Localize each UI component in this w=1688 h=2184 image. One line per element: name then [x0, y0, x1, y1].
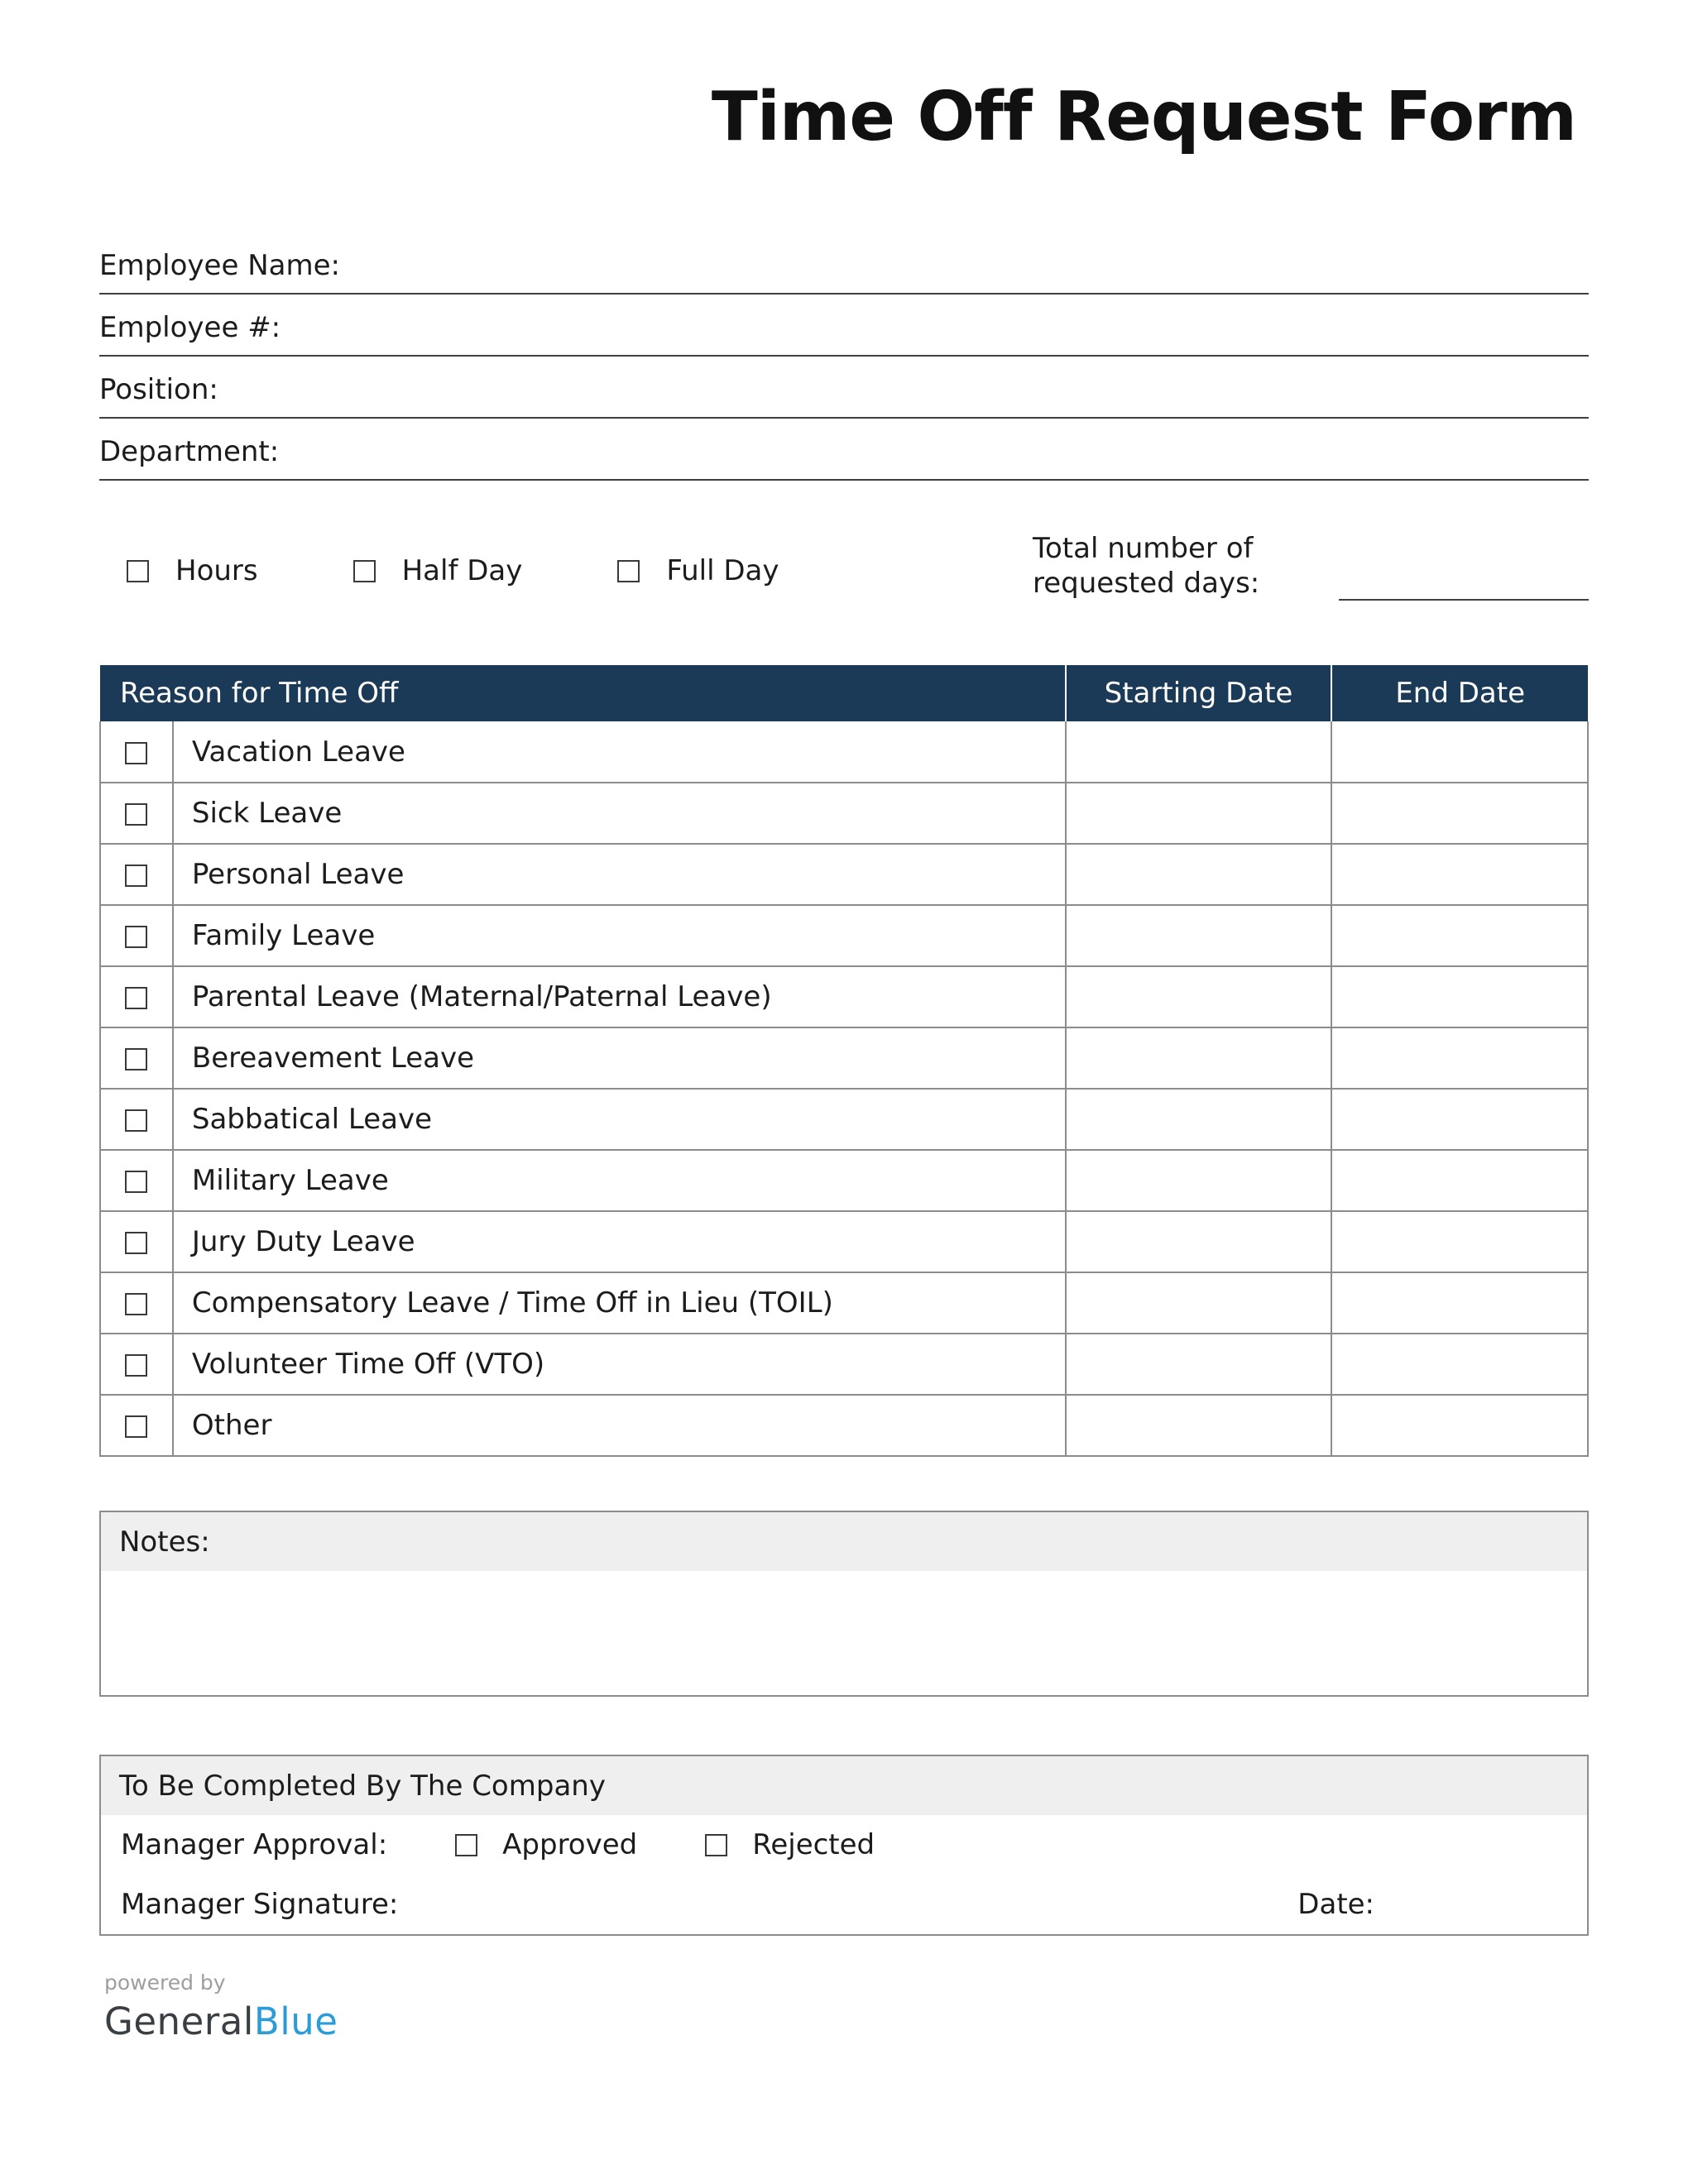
- approved-label: Approved: [502, 1828, 638, 1862]
- table-row-personal-leave: [100, 844, 1588, 905]
- notes-input-area[interactable]: [101, 1571, 1587, 1695]
- starting-date-cell[interactable]: [1066, 1150, 1332, 1211]
- rejected-checkbox[interactable]: [705, 1834, 727, 1856]
- table-row-parental-leave: [100, 966, 1588, 1027]
- header-reason: Reason for Time Off: [100, 665, 1066, 721]
- end-date-cell[interactable]: [1331, 1211, 1588, 1272]
- department-label: Department:: [99, 435, 280, 469]
- reason-label: Military Leave: [173, 1150, 1066, 1211]
- vacation-leave-checkbox[interactable]: [125, 742, 147, 764]
- table-row-volunteer-time-off: [100, 1334, 1588, 1395]
- starting-date-cell[interactable]: [1066, 1027, 1332, 1089]
- manager-approval-row: [101, 1815, 1587, 1875]
- parental-leave-checkbox[interactable]: [125, 987, 147, 1009]
- reason-label: Volunteer Time Off (VTO): [173, 1334, 1066, 1395]
- employee-name-label: Employee Name:: [99, 249, 340, 283]
- starting-date-cell[interactable]: [1066, 1334, 1332, 1395]
- duration-section: [99, 532, 1589, 601]
- total-days-group: [1033, 532, 1589, 601]
- brand-general-text: General: [104, 2000, 254, 2044]
- starting-date-cell[interactable]: [1066, 1395, 1332, 1456]
- hours-checkbox[interactable]: [127, 560, 149, 582]
- reason-label: Bereavement Leave: [173, 1027, 1066, 1089]
- company-section-header: [101, 1756, 1587, 1815]
- table-row-sick-leave: [100, 783, 1588, 844]
- table-row-other: [100, 1395, 1588, 1456]
- manager-signature-row: [101, 1875, 1587, 1934]
- footer: [99, 1971, 1589, 2043]
- company-section-title: To Be Completed By The Company: [119, 1769, 606, 1803]
- reason-label: Other: [173, 1395, 1066, 1456]
- date-label: Date:: [1297, 1888, 1375, 1922]
- table-header-row: [100, 665, 1588, 721]
- sick-leave-checkbox[interactable]: [125, 803, 147, 826]
- option-hours: [127, 554, 258, 587]
- total-days-label: Total number of requested days:: [1033, 532, 1260, 600]
- position-input-line[interactable]: [218, 357, 1589, 406]
- field-department: [99, 419, 1589, 481]
- end-date-cell[interactable]: [1331, 721, 1588, 783]
- end-date-cell[interactable]: [1331, 783, 1588, 844]
- other-checkbox[interactable]: [125, 1415, 147, 1438]
- jury-duty-leave-checkbox[interactable]: [125, 1232, 147, 1254]
- date-input-area[interactable]: [1374, 1875, 1587, 1934]
- option-half-day: [353, 554, 523, 587]
- end-date-cell[interactable]: [1331, 1089, 1588, 1150]
- end-date-cell[interactable]: [1331, 1150, 1588, 1211]
- end-date-cell[interactable]: [1331, 1272, 1588, 1334]
- reason-label: Sabbatical Leave: [173, 1089, 1066, 1150]
- end-date-cell[interactable]: [1331, 966, 1588, 1027]
- notes-header: [101, 1512, 1587, 1571]
- reason-label: Personal Leave: [173, 844, 1066, 905]
- table-row-vacation-leave: [100, 721, 1588, 783]
- general-blue-logo: [104, 2000, 1589, 2043]
- reason-label: Family Leave: [173, 905, 1066, 966]
- starting-date-cell[interactable]: [1066, 966, 1332, 1027]
- table-row-military-leave: [100, 1150, 1588, 1211]
- end-date-cell[interactable]: [1331, 905, 1588, 966]
- header-starting-date: Starting Date: [1066, 665, 1332, 721]
- department-input-line[interactable]: [279, 419, 1589, 468]
- military-leave-checkbox[interactable]: [125, 1171, 147, 1193]
- compensatory-leave-checkbox[interactable]: [125, 1293, 147, 1315]
- end-date-cell[interactable]: [1331, 844, 1588, 905]
- sabbatical-leave-checkbox[interactable]: [125, 1109, 147, 1132]
- starting-date-cell[interactable]: [1066, 783, 1332, 844]
- employee-info-section: [99, 232, 1589, 481]
- form-title: Time Off Request Form: [711, 78, 1576, 156]
- table-row-sabbatical-leave: [100, 1089, 1588, 1150]
- manager-signature-label: Manager Signature:: [121, 1888, 399, 1922]
- time-off-request-form: [99, 0, 1589, 2043]
- end-date-cell[interactable]: [1331, 1395, 1588, 1456]
- starting-date-cell[interactable]: [1066, 905, 1332, 966]
- reason-label: Compensatory Leave / Time Off in Lieu (TOIL): [173, 1272, 1066, 1334]
- powered-by-label: powered by: [104, 1971, 226, 1995]
- option-rejected: [705, 1828, 875, 1861]
- starting-date-cell[interactable]: [1066, 844, 1332, 905]
- table-row-bereavement-leave: [100, 1027, 1588, 1089]
- manager-approval-label: Manager Approval:: [121, 1828, 388, 1862]
- manager-signature-input-area[interactable]: [398, 1875, 611, 1934]
- reason-label: Vacation Leave: [173, 721, 1066, 783]
- family-leave-checkbox[interactable]: [125, 926, 147, 948]
- option-full-day: [617, 554, 779, 587]
- notes-label: Notes:: [119, 1525, 210, 1559]
- option-approved: [455, 1828, 637, 1861]
- starting-date-cell[interactable]: [1066, 721, 1332, 783]
- reason-label: Jury Duty Leave: [173, 1211, 1066, 1272]
- table-row-jury-duty-leave: [100, 1211, 1588, 1272]
- position-label: Position:: [99, 373, 218, 407]
- half-day-label: Half Day: [401, 554, 523, 588]
- brand-blue-text: Blue: [253, 2000, 338, 2044]
- full-day-label: Full Day: [666, 554, 779, 588]
- field-employee-number: [99, 295, 1589, 357]
- company-section: [99, 1755, 1589, 1936]
- field-position: [99, 357, 1589, 419]
- notes-section: [99, 1511, 1589, 1697]
- starting-date-cell[interactable]: [1066, 1211, 1332, 1272]
- end-date-cell[interactable]: [1331, 1334, 1588, 1395]
- volunteer-time-off-checkbox[interactable]: [125, 1354, 147, 1377]
- rejected-label: Rejected: [752, 1828, 875, 1862]
- employee-name-input-line[interactable]: [340, 232, 1589, 282]
- hours-label: Hours: [175, 554, 258, 588]
- personal-leave-checkbox[interactable]: [125, 864, 147, 887]
- starting-date-cell[interactable]: [1066, 1089, 1332, 1150]
- approved-checkbox[interactable]: [455, 1834, 477, 1856]
- full-day-checkbox[interactable]: [617, 560, 640, 582]
- reason-label: Parental Leave (Maternal/Paternal Leave): [173, 966, 1066, 1027]
- total-days-input-line[interactable]: [1339, 568, 1589, 601]
- employee-number-label: Employee #:: [99, 311, 281, 345]
- starting-date-cell[interactable]: [1066, 1272, 1332, 1334]
- duration-options: [99, 554, 779, 601]
- reason-label: Sick Leave: [173, 783, 1066, 844]
- table-row-compensatory-leave: [100, 1272, 1588, 1334]
- half-day-checkbox[interactable]: [353, 560, 376, 582]
- employee-number-input-line[interactable]: [281, 295, 1589, 344]
- field-employee-name: [99, 232, 1589, 295]
- end-date-cell[interactable]: [1331, 1027, 1588, 1089]
- bereavement-leave-checkbox[interactable]: [125, 1048, 147, 1070]
- reason-table: [99, 665, 1589, 1457]
- header-end-date: End Date: [1331, 665, 1588, 721]
- table-row-family-leave: [100, 905, 1588, 966]
